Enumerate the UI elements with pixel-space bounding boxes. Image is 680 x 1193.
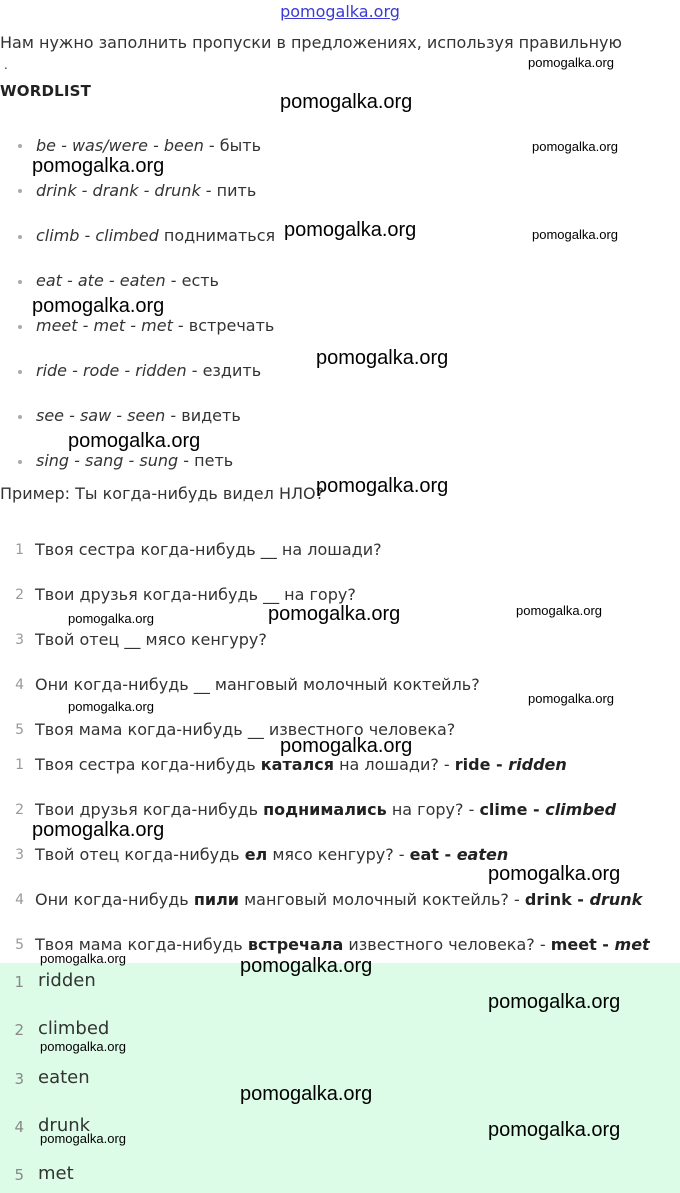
- filled-sentence: Твой отец когда-нибудь ел мясо кенгуру? - eat - eaten: [35, 845, 509, 864]
- watermark: pomogalka.org: [280, 735, 413, 757]
- filled-sentence: Твоя сестра когда-нибудь катался на лошади? - ride - ridden: [35, 755, 567, 774]
- watermark: pomogalka.org: [32, 295, 165, 317]
- filled-number: 5: [15, 937, 24, 953]
- intro-end: .: [4, 58, 8, 72]
- filled-number: 4: [15, 892, 24, 908]
- watermark: pomogalka.org: [488, 863, 621, 885]
- example-text: Пример: Ты когда-нибудь видел НЛО?: [0, 484, 325, 503]
- wordlist-item: see - saw - seen - видеть: [36, 406, 241, 425]
- bullet-icon: [18, 325, 22, 329]
- bullet-icon: [18, 189, 22, 193]
- watermark: pomogalka.org: [68, 699, 154, 714]
- watermark: pomogalka.org: [40, 951, 126, 966]
- answer-text: drunk: [38, 1115, 91, 1136]
- wordlist-item: sing - sang - sung - петь: [36, 451, 234, 470]
- watermark: pomogalka.org: [32, 819, 165, 841]
- bullet-icon: [18, 144, 22, 148]
- filled-sentence: Твои друзья когда-нибудь поднимались на гору? - clime - climbed: [35, 800, 617, 819]
- watermark: pomogalka.org: [68, 430, 201, 452]
- wordlist-heading: WORDLIST: [0, 82, 92, 100]
- answer-number: 5: [14, 1166, 24, 1184]
- question-text: Твоя сестра когда-нибудь __ на лошади?: [35, 540, 382, 559]
- answer-number: 3: [14, 1070, 24, 1088]
- watermark: pomogalka.org: [40, 1039, 126, 1054]
- watermark: pomogalka.org: [240, 955, 373, 977]
- question-text: Твой отец __ мясо кенгуру?: [35, 630, 267, 649]
- watermark: pomogalka.org: [284, 219, 417, 241]
- wordlist-item: climb - climbed подниматься: [36, 226, 276, 245]
- watermark: pomogalka.org: [316, 475, 449, 497]
- watermark: pomogalka.org: [532, 139, 618, 154]
- watermark: pomogalka.org: [280, 91, 413, 113]
- watermark: pomogalka.org: [532, 227, 618, 242]
- watermark: pomogalka.org: [268, 603, 401, 625]
- question-text: Они когда-нибудь __ манговый молочный коктейль?: [35, 675, 480, 694]
- question-text: Твои друзья когда-нибудь __ на гору?: [35, 585, 356, 604]
- watermark: pomogalka.org: [488, 1119, 621, 1141]
- wordlist-item: eat - ate - eaten - есть: [36, 271, 219, 290]
- question-number: 4: [15, 677, 24, 693]
- answer-text: ridden: [38, 970, 96, 991]
- answer-text: eaten: [38, 1067, 90, 1088]
- bullet-icon: [18, 415, 22, 419]
- wordlist-item: be - was/were - been - быть: [36, 136, 262, 155]
- wordlist-item: ride - rode - ridden - ездить: [36, 361, 262, 380]
- watermark: pomogalka.org: [528, 691, 614, 706]
- answer-text: met: [38, 1163, 74, 1184]
- filled-sentence: Они когда-нибудь пили манговый молочный коктейль? - drink - drunk: [35, 890, 643, 909]
- wordlist-item: meet - met - met - встречать: [36, 316, 275, 335]
- filled-sentence: Твоя мама когда-нибудь встречала известного человека? - meet - met: [35, 935, 650, 954]
- question-text: Твоя мама когда-нибудь __ известного человека?: [35, 720, 456, 739]
- question-number: 1: [15, 542, 24, 558]
- watermark: pomogalka.org: [516, 603, 602, 618]
- filled-number: 1: [15, 757, 24, 773]
- answer-number: 4: [14, 1118, 24, 1136]
- intro-text: Нам нужно заполнить пропуски в предложениях, используя правильную: [0, 33, 622, 52]
- filled-number: 2: [15, 802, 24, 818]
- wordlist-item: drink - drank - drunk - пить: [36, 181, 257, 200]
- watermark: pomogalka.org: [316, 347, 449, 369]
- watermark: pomogalka.org: [68, 611, 154, 626]
- answer-number: 1: [14, 973, 24, 991]
- watermark: pomogalka.org: [528, 55, 614, 70]
- watermark: pomogalka.org: [488, 991, 621, 1013]
- answer-number: 2: [14, 1021, 24, 1039]
- site-link[interactable]: pomogalka.org: [280, 2, 400, 21]
- bullet-icon: [18, 460, 22, 464]
- answer-text: climbed: [38, 1018, 110, 1039]
- filled-number: 3: [15, 847, 24, 863]
- bullet-icon: [18, 235, 22, 239]
- question-number: 2: [15, 587, 24, 603]
- watermark: pomogalka.org: [32, 155, 165, 177]
- watermark: pomogalka.org: [240, 1083, 373, 1105]
- question-number: 5: [15, 722, 24, 738]
- question-number: 3: [15, 632, 24, 648]
- bullet-icon: [18, 280, 22, 284]
- watermark: pomogalka.org: [40, 1131, 126, 1146]
- bullet-icon: [18, 370, 22, 374]
